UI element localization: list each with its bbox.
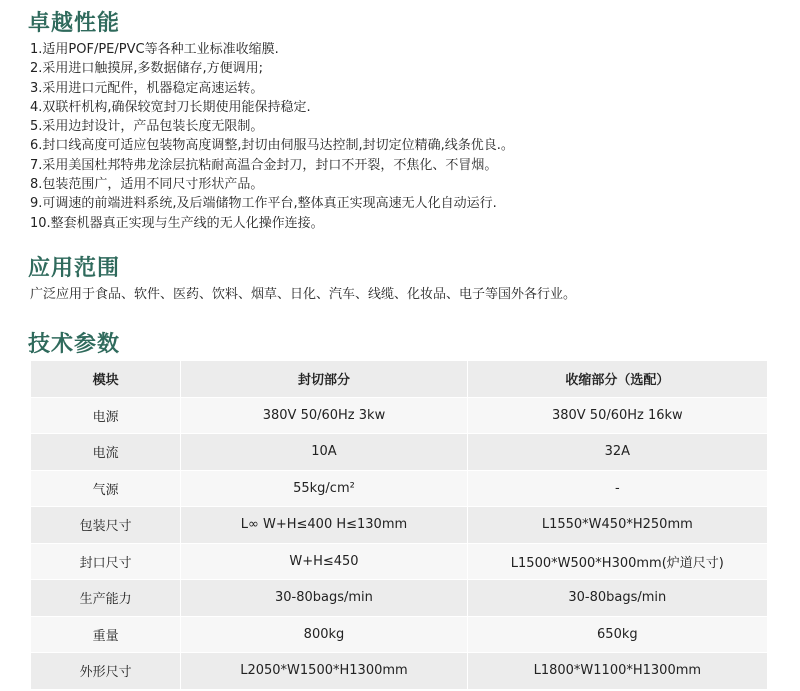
spec-label: 气源 [31,471,181,508]
specs-heading: 技术参数 [28,332,121,357]
spec-shrink-value: L1550*W450*H250mm [468,507,767,544]
spec-header-row [31,361,767,398]
spec-sealing-value: 800kg [181,617,467,654]
spec-row [31,471,767,508]
feature-item: 3.采用进口元配件，机器稳定高速运转。 [30,80,264,96]
feature-item: 1.适用POF/PE/PVC等各种工业标准收缩膜. [30,42,279,57]
spec-sealing-value: 10A [181,434,467,471]
application-text: 广泛应用于食品、软件、医药、饮料、烟草、日化、汽车、线缆、化妆品、电子等国外各行业。 [30,287,577,302]
spec-shrink-value: 30-80bags/min [468,580,767,617]
application-heading: 应用范围 [28,256,121,281]
features-list [30,40,514,233]
spec-label: 重量 [31,617,181,654]
spec-row [31,434,767,471]
feature-item: 5.采用边封设计，产品包装长度无限制。 [30,119,264,135]
spec-shrink-value: 650kg [468,617,767,654]
spec-row [31,398,767,435]
spec-label: 电流 [31,434,181,471]
spec-sealing-value: 30-80bags/min [181,580,467,617]
spec-row [31,544,767,581]
spec-sealing-value: L∞ W+H≤400 H≤130mm [181,507,467,544]
spec-label: 生产能力 [31,580,181,617]
spec-shrink-value: 32A [468,434,767,471]
feature-item: 6.封口线高度可适应包装物高度调整,封切由伺服马达控制,封切定位精确,线条优良.。 [30,138,514,154]
spec-sealing-value: L2050*W1500*H1300mm [181,653,467,690]
spec-row [31,507,767,544]
spec-label: 封口尺寸 [31,544,181,581]
spec-sealing-value: 55kg/cm² [181,471,467,508]
spec-label: 包装尺寸 [31,507,181,544]
feature-item: 4.双联杆机构,确保较宽封刀长期使用能保持稳定. [30,99,311,115]
feature-item: 7.采用美国杜邦特弗龙涂层抗粘耐高温合金封刀，封口不开裂，不焦化、不冒烟。 [30,157,498,173]
spec-sealing-value: W+H≤450 [181,544,467,581]
header-sealing: 封切部分 [181,361,467,398]
spec-shrink-value: L1800*W1100*H1300mm [468,653,767,690]
spec-row [31,617,767,654]
spec-label: 电源 [31,398,181,435]
spec-sealing-value: 380V 50/60Hz 3kw [181,398,467,435]
feature-item: 10.整套机器真正实现与生产线的无人化操作连接。 [30,215,324,231]
spec-shrink-value: L1500*W500*H300mm(炉道尺寸) [468,544,767,581]
spec-row [31,580,767,617]
spec-shrink-value: 380V 50/60Hz 16kw [468,398,767,435]
feature-item: 2.采用进口触摸屏,多数据储存,方便调用; [30,61,264,77]
header-shrink: 收缩部分（选配） [468,361,767,398]
spec-table [31,361,767,690]
feature-item: 9.可调速的前端进料系统,及后端储物工作平台,整体真正实现高速无人化自动运行. [30,196,497,212]
spec-shrink-value: - [468,471,767,508]
spec-label: 外形尺寸 [31,653,181,690]
features-heading: 卓越性能 [28,11,121,36]
feature-item: 8.包装范围广，适用不同尺寸形状产品。 [30,177,264,193]
header-module: 模块 [31,361,181,398]
spec-row [31,653,767,690]
